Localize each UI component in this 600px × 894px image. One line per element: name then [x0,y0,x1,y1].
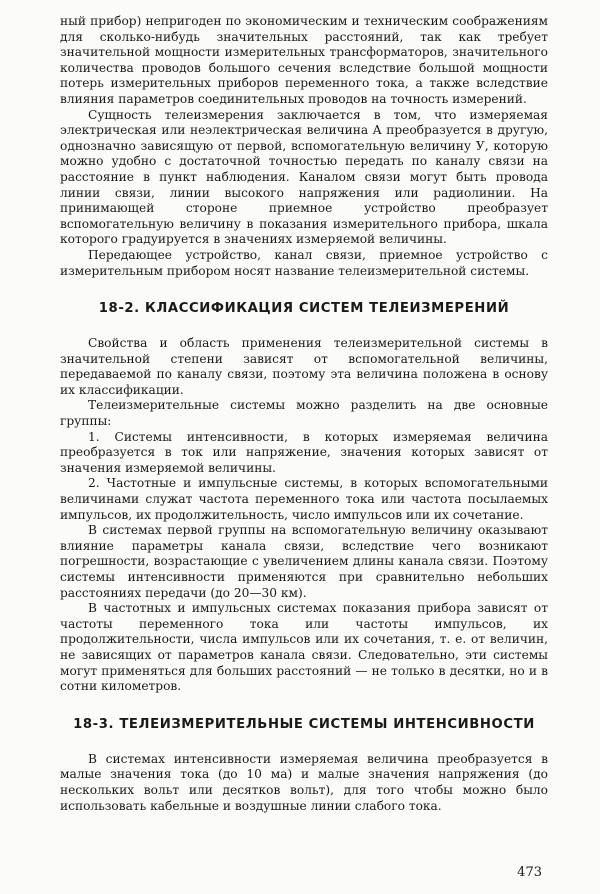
page-number: 473 [517,865,542,880]
section-heading-classification: 18-2. КЛАССИФИКАЦИЯ СИСТЕМ ТЕЛЕИЗМЕРЕНИЙ [98,301,510,317]
list-item-frequency-pulse-systems: 2. Частотные и импульсные системы, в которых вспомогательными величинами служат частота переменного тока или частота посылаемых импульсов, их продолжительность, число импульсов или их сочетание. [60,476,548,522]
paragraph-intensity-intro: В системах интенсивности измеряемая величина преобразуется в малые значения тока (до 10 ма) и малые значения напряжения (до нескольких вольт или десятков вольт), для того чтобы можно было использовать кабельные и воздушные линии слабого тока. [60,751,548,813]
paragraph-first-group: В системах первой группы на вспомогательную величину оказывают влияние параметры канала связи, вследствие чего возникают погрешности, возрастающие с увеличением длины канала связи. Поэтому системы интенсивности применяются при сравнительно небольших расстояниях передачи (до 20—30 км). [60,523,548,600]
paragraph-essence: Сущность телеизмерения заключается в том, что измеряемая электрическая или неэлектрическая величина A преобразуется в другую, однозначно зависящую от первой, вспомогательную величину У, которую можно удобно с достаточной точностью передать по каналу связи на расстояние в пункт наблюдения. Каналом связи могут быть провода линии связи, линии высокого напряжения или радиолинии. На принимающей стороне приемное устройство преобразует вспомогательную величину в показания измерительного прибора, шкала которого градуируется в значениях измеряемой величины. [60,107,548,247]
paragraph-continuation: ный прибор) непригоден по экономическим и техническим соображениям для сколько-нибудь значительных расстояний, так как требует значительной мощности измерительных трансформаторов, значительного количества проводов большого сечения вследствие большой мощности потерь измерительных приборов переменного тока, а также вследствие влияния параметров соединительных проводов на точность измерений. [60,14,548,106]
paragraph-system-definition: Передающее устройство, канал связи, приемное устройство с измерительным прибором носят название телеизмерительной системы. [60,247,548,278]
paragraph-frequency-systems: В частотных и импульсных системах показания прибора зависят от частоты переменного тока или частоты импульсов, их продолжительности, числа импульсов или их сочетания, т. е. от величин, не зависящих от параметров канала связи. Следовательно, эти системы могут применяться для больших расстояний — не только в десятки, но и в сотни километров. [60,601,548,694]
paragraph-properties: Свойства и область применения телеизмерительной системы в значительной степени зависят от вспомогательной величины, передаваемой по каналу связи, поэтому эта величина положена в основу их классификации. [60,336,548,397]
paragraph-groups-intro: Телеизмерительные системы можно разделить на две основные группы: [60,398,548,429]
section-heading-intensity-systems: 18-3. ТЕЛЕИЗМЕРИТЕЛЬНЫЕ СИСТЕМЫ ИНТЕНСИВНОСТИ [73,716,535,732]
list-item-intensity-systems: 1. Системы интенсивности, в которых измеряемая величина преобразуется в ток или напряжение, значения которых зависят от значения измеряемой величины. [60,429,548,475]
